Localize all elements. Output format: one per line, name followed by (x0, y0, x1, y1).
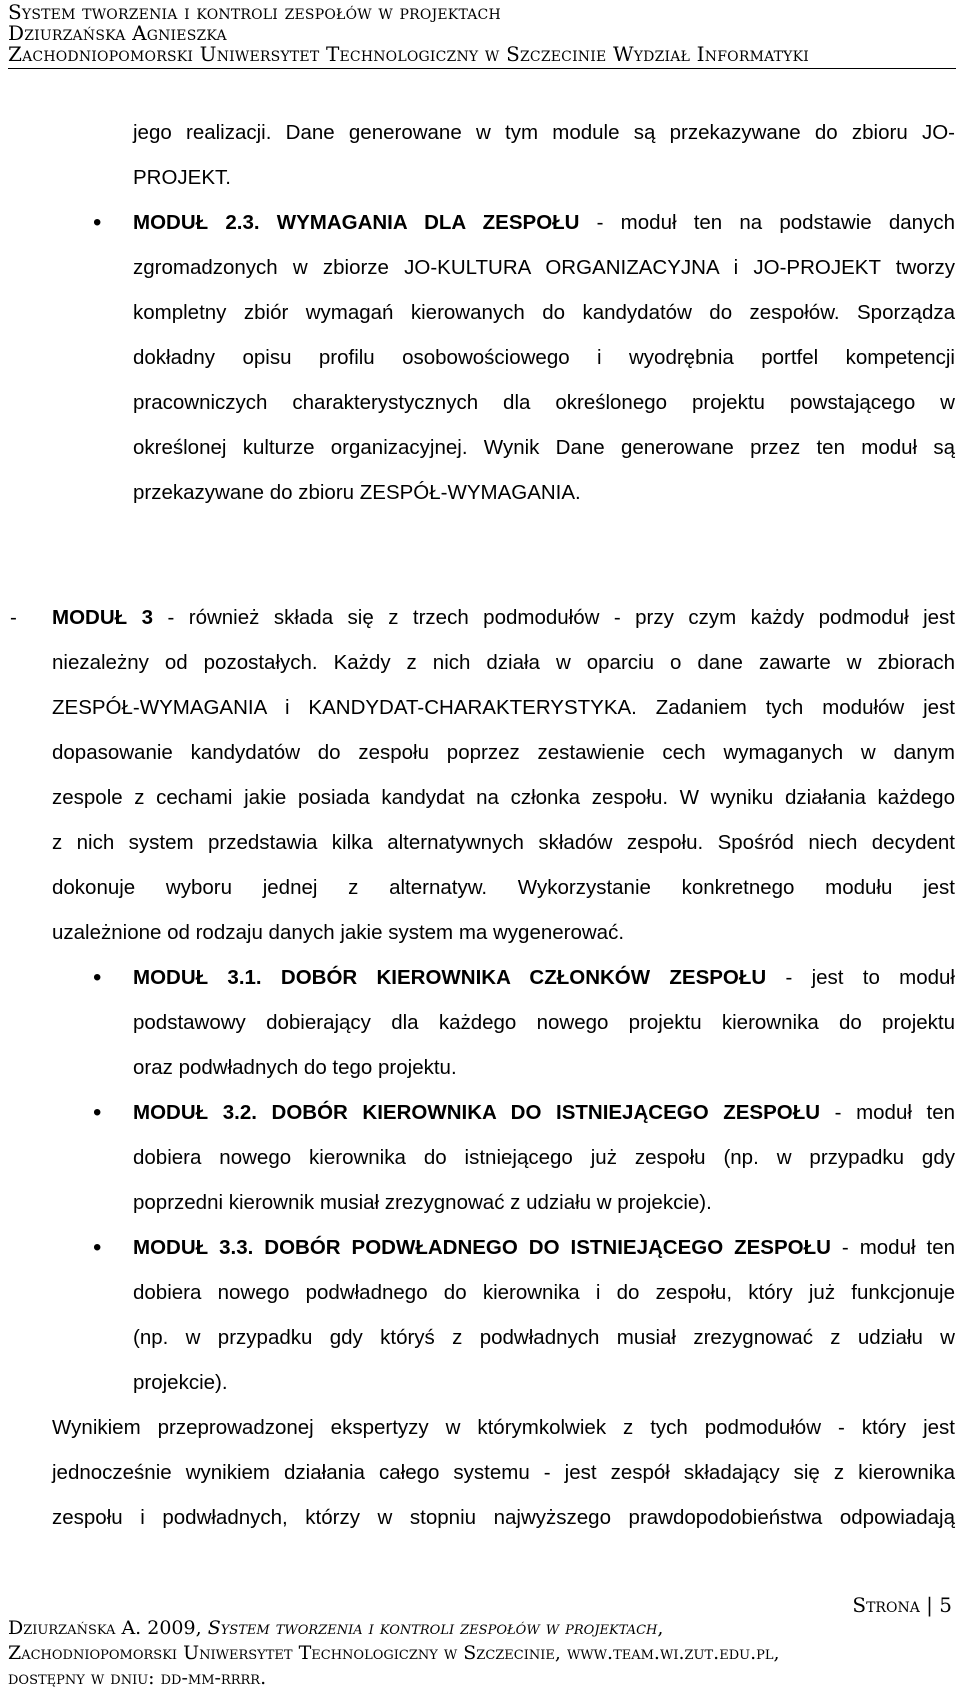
text-line: jednocześnie wynikiem działania całego systemu - jest zespół składający się z kierownika (52, 1461, 955, 1484)
text-line: pracowniczych charakterystycznych dla określonego projektu powstającego w (133, 391, 955, 414)
header-institution: Zachodniopomorski Uniwersytet Technologiczny w Szczecinie Wydział Informatyki (8, 42, 810, 66)
page-number: Strona | 5 (852, 1593, 952, 1617)
text-line: (np. w przypadku gdy któryś z podwładnych musiał zrezygnować z udziału w (133, 1326, 955, 1349)
text-line: poprzedni kierownik musiał zrezygnować z udziału w projekcie). (133, 1191, 712, 1214)
bullet-icon: • (93, 1099, 102, 1126)
citation-line: dostępny w dniu: dd-mm-rrrr. (8, 1667, 267, 1689)
text-line: przekazywane do zbioru ZESPÓŁ-WYMAGANIA. (133, 481, 581, 504)
dash-marker: - (10, 606, 17, 629)
text-line: dopasowanie kandydatów do zespołu poprzez zestawienie cech wymaganych w danym (52, 741, 955, 764)
text-line: Wynikiem przeprowadzonej ekspertyzy w którymkolwiek z tych podmodułów - który jest (52, 1416, 955, 1439)
citation-line: Zachodniopomorski Uniwersytet Technologiczny w Szczecinie, www.team.wi.zut.edu.pl, (8, 1642, 780, 1664)
page-header (8, 2, 956, 69)
bullet-icon: • (93, 209, 102, 236)
text-line: dokładny opisu profilu osobowościowego i wyodrębnia portfel kompetencji (133, 346, 955, 369)
module-title: MODUŁ 3.3. DOBÓR PODWŁADNEGO DO ISTNIEJĄCEGO ZESPOŁU (133, 1236, 831, 1259)
page-footer (8, 1594, 956, 1691)
text-span: - jest to moduł (766, 966, 955, 989)
module-title: MODUŁ 3 (52, 606, 154, 629)
module-title: MODUŁ 3.2. DOBÓR KIEROWNIKA DO ISTNIEJĄCEGO ZESPOŁU (133, 1101, 821, 1124)
bullet-icon: • (93, 964, 102, 991)
text-line: dobiera nowego podwładnego do kierownika i do zespołu, który już funkcjonuje (133, 1281, 955, 1304)
list-item-mod33 (133, 1225, 955, 1270)
text-line: określonej kulturze organizacyjnej. Wynik Dane generowane przez ten moduł są (133, 436, 955, 459)
citation-title: System tworzenia i kontroli zespołów w projektach (207, 1617, 658, 1639)
text-line: podstawowy dobierający dla każdego nowego projektu kierownika do projektu (133, 1011, 955, 1034)
text-span: - moduł ten (820, 1101, 955, 1124)
text-span: - również składa się z trzech podmodułów - przy czym każdy podmoduł jest (153, 606, 955, 629)
text-line: niezależny od pozostałych. Każdy z nich działa w oparciu o dane zawarte w zbiorach (52, 651, 955, 674)
text-line: zgromadzonych w zbiorze JO-KULTURA ORGANIZACYJNA i JO-PROJEKT tworzy (133, 256, 955, 279)
text-span: - moduł ten na podstawie danych (579, 211, 955, 234)
text-line: oraz podwładnych do tego projektu. (133, 1056, 457, 1079)
text-line: projekcie). (133, 1371, 228, 1394)
text-line: ZESPÓŁ-WYMAGANIA i KANDYDAT-CHARAKTERYSTYKA. Zadaniem tych modułów jest (52, 696, 955, 719)
text-line: jego realizacji. Dane generowane w tym module są przekazywane do zbioru JO- (133, 121, 955, 144)
header-author: Dziurzańska Agnieszka (8, 21, 227, 45)
text-span: - moduł ten (830, 1236, 955, 1259)
list-item-mod3 (52, 595, 955, 640)
header-title: System tworzenia i kontroli zespołów w projektach (8, 0, 501, 24)
module-title: MODUŁ 3.1. DOBÓR KIEROWNIKA CZŁONKÓW ZESPOŁU (133, 966, 767, 989)
text-line: dokonuje wyboru jednej z alternatyw. Wykorzystanie konkretnego modułu jest (52, 876, 955, 899)
list-item-mod32 (133, 1090, 955, 1135)
text-line: kompletny zbiór wymagań kierowanych do kandydatów do zespołów. Sporządza (133, 301, 955, 324)
list-item-mod23 (133, 200, 955, 245)
text-line: dobiera nowego kierownika do istniejącego już zespołu (np. w przypadku gdy (133, 1146, 955, 1169)
module-title: MODUŁ 2.3. WYMAGANIA DLA ZESPOŁU (133, 211, 580, 234)
citation-author: Dziurzańska A. 2009, (8, 1617, 208, 1639)
citation-line (8, 1616, 956, 1641)
text-line: zespołu i podwładnych, którzy w stopniu najwyższego prawdopodobieństwa odpowiadają (52, 1506, 955, 1529)
citation-punct: , (657, 1617, 664, 1639)
text-line: uzależnione od rodzaju danych jakie system ma wygenerować. (52, 921, 625, 944)
list-item-mod31 (133, 955, 955, 1000)
text-line: PROJEKT. (133, 166, 231, 189)
text-line: z nich system przedstawia kilka alternatywnych składów zespołu. Spośród niech decydent (52, 831, 955, 854)
text-line: zespole z cechami jakie posiada kandydat na członka zespołu. W wyniku działania każdego (52, 786, 955, 809)
bullet-icon: • (93, 1234, 102, 1261)
